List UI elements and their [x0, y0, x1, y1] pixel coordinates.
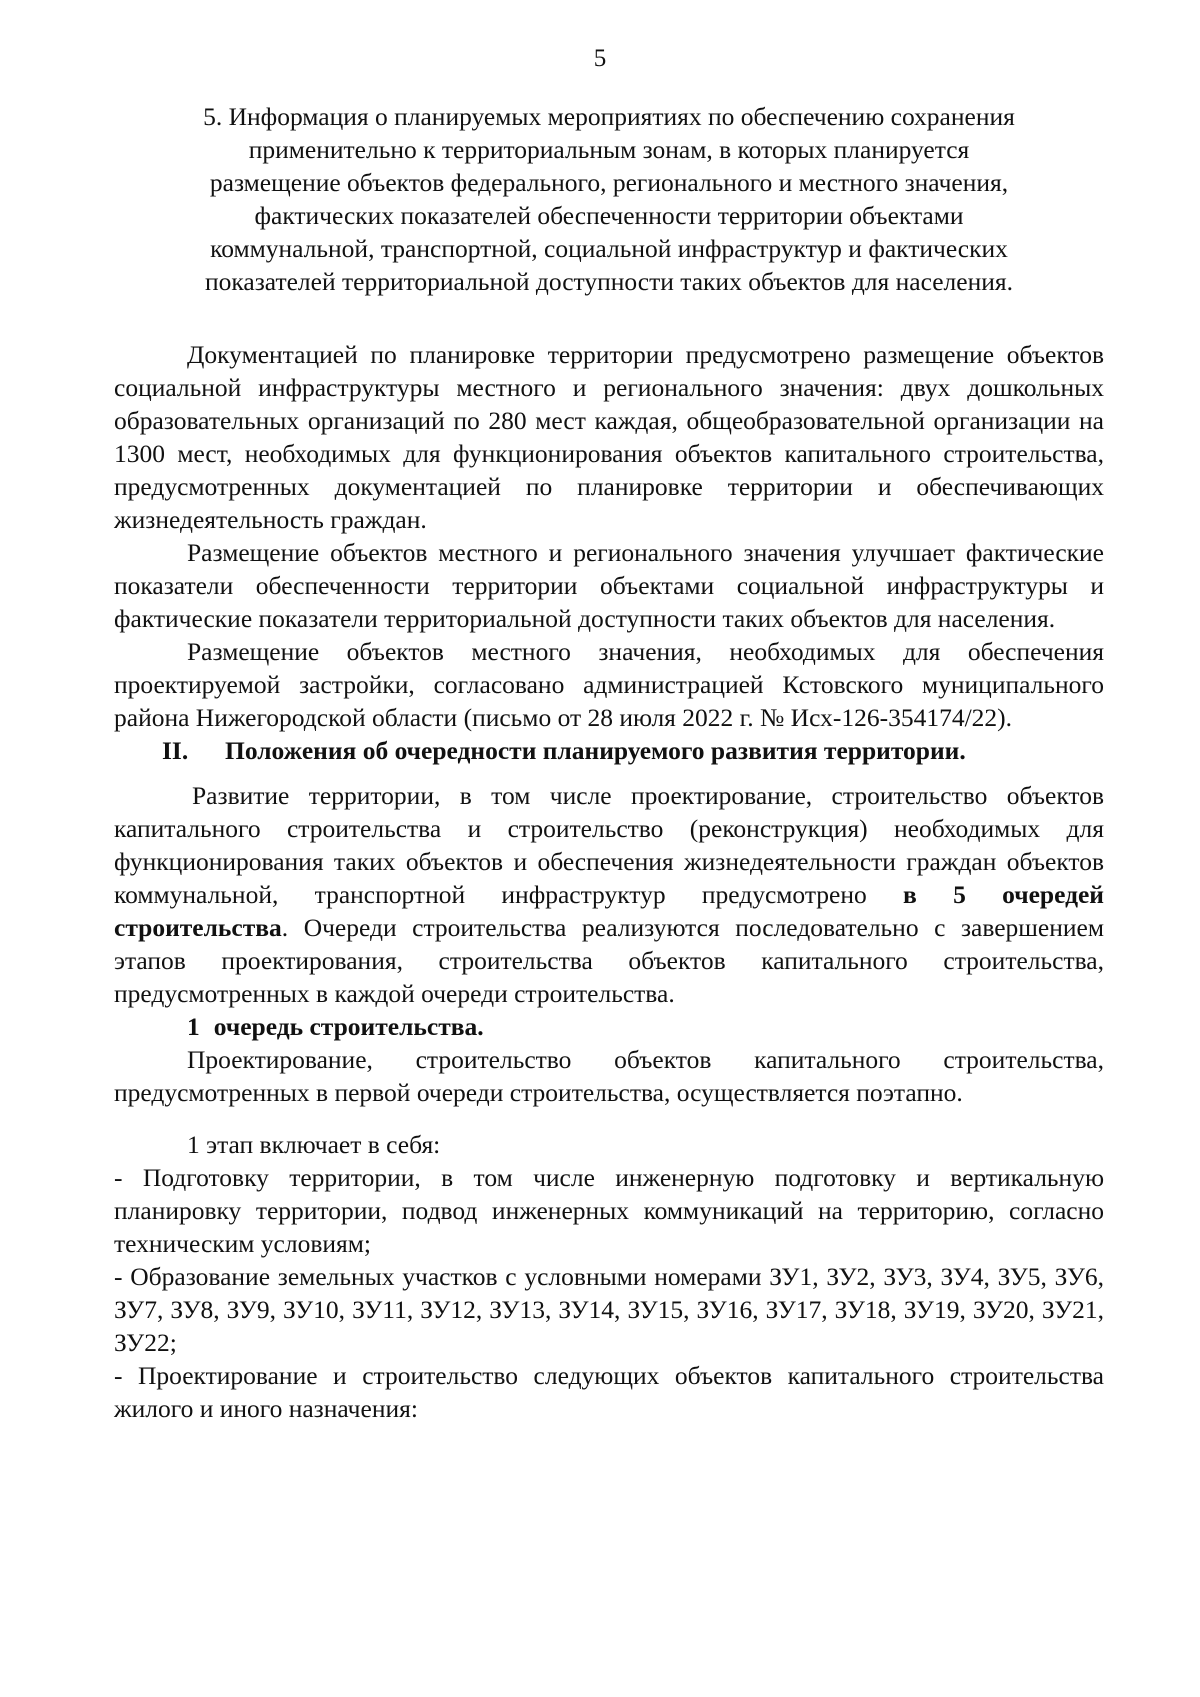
- section2-heading: [114, 734, 1104, 767]
- section2-title: Положения об очередности планируемого развития территории.: [225, 736, 966, 765]
- section2-number: II.: [162, 736, 189, 765]
- section5-paragraph-1: Документацией по планировке территории предусмотрено размещение объектов социальной инфраструктуры местного и регионального значения: двух дошкольных образовательных организаций по 280 мест каждая, общеобразовательной организации на 1300 мест, необходимых для функционирования объектов капитального строительства, предусмотренных документацией по планировке территории и обеспечивающих жизнедеятельность граждан.: [114, 340, 1104, 534]
- section2-intro-text-end: . Очереди строительства реализуются последовательно с завершением этапов проектирования, строительства объектов капитального строительства, предусмотренных в каждой очереди строительства.: [114, 913, 1104, 1008]
- section5-paragraph-3: Размещение объектов местного значения, необходимых для обеспечения проектируемой застройки, согласовано администрацией Кстовского муниципального района Нижегородской области (письмо от 28 июля 2022 г. № Исх-126-354174/22).: [114, 637, 1104, 732]
- section5-heading-line: размещение объектов федерального, регионального и местного значения,: [209, 168, 1009, 197]
- section5-heading-line: 5. Информация о планируемых мероприятиях по обеспечению сохранения: [203, 102, 1015, 131]
- document-body: [114, 100, 1104, 1425]
- section5-heading: [114, 100, 1104, 298]
- stage1-item: - Проектирование и строительство следующих объектов капитального строительства жилого и иного назначения:: [114, 1361, 1104, 1423]
- section2-intro-bold: в 5 очередей строительства: [114, 880, 1104, 942]
- stage1-item: - Подготовку территории, в том числе инженерную подготовку и вертикальную планировку территории, подвод инженерных коммуникаций на территорию, согласно техническим условиям;: [114, 1163, 1104, 1258]
- section2-intro-text: Развитие территории, в том числе проектирование, строительство объектов капитального строительства и строительство (реконструкция) необходимых для функционирования таких объектов и обеспечения жизнедеятельности граждан объектов коммунальной, транспортной инфраструктур предусмотрено: [114, 781, 1104, 909]
- section5-heading-line: показателей территориальной доступности таких объектов для населения.: [205, 267, 1013, 296]
- queue1-title: очередь строительства.: [213, 1012, 484, 1041]
- queue1-number: 1: [187, 1012, 200, 1041]
- section5-paragraph-2: Размещение объектов местного и регионального значения улучшает фактические показатели обеспеченности территории объектами социальной инфраструктуры и фактические показатели территориальной доступности таких объектов для населения.: [114, 538, 1104, 633]
- page-number: 5: [593, 45, 607, 72]
- queue1-heading: [114, 1010, 1104, 1043]
- queue1-paragraph: Проектирование, строительство объектов капитального строительства, предусмотренных в первой очереди строительства, осуществляется поэтапно.: [114, 1045, 1104, 1107]
- stage1-intro: 1 этап включает в себя:: [187, 1130, 441, 1159]
- section5-heading-line: применительно к территориальным зонам, в которых планируется: [248, 135, 970, 164]
- section2-intro: [114, 779, 1104, 1010]
- section5-heading-line: коммунальной, транспортной, социальной инфраструктур и фактических: [210, 234, 1008, 263]
- section5-heading-line: фактических показателей обеспеченности территории объектами: [254, 201, 964, 230]
- stage1-item: - Образование земельных участков с условными номерами ЗУ1, ЗУ2, ЗУ3, ЗУ4, ЗУ5, ЗУ6, ЗУ7, ЗУ8, ЗУ9, ЗУ10, ЗУ11, ЗУ12, ЗУ13, ЗУ14, ЗУ15, ЗУ16, ЗУ17, ЗУ18, ЗУ19, ЗУ20, ЗУ21, ЗУ22;: [114, 1262, 1104, 1357]
